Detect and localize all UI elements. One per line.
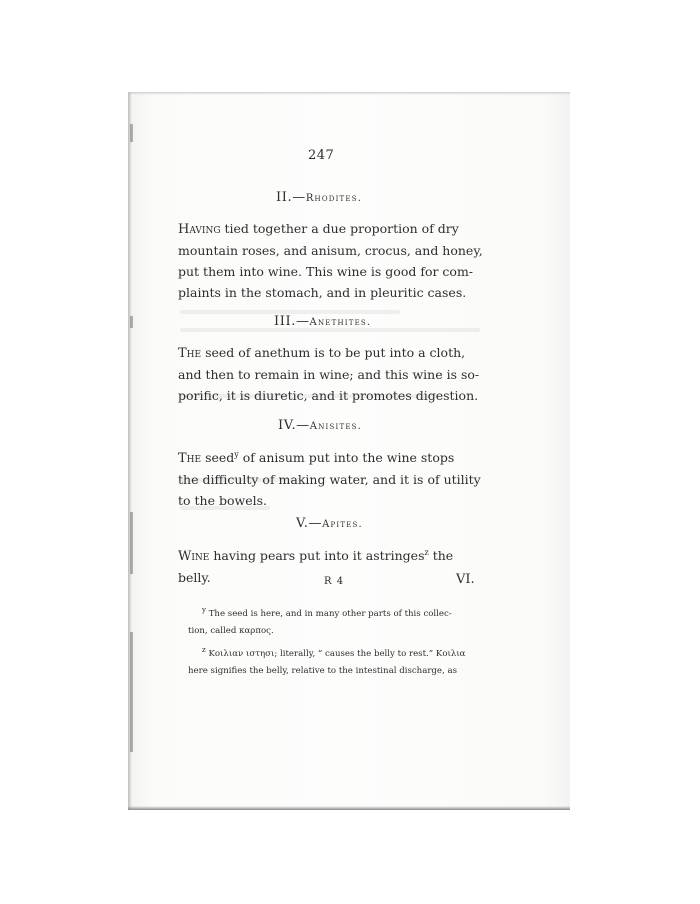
margin-mark [130, 316, 133, 328]
section-title: Rhodites. [305, 193, 363, 204]
scanned-book-page [128, 92, 570, 810]
footnote-line [202, 602, 474, 623]
section-body-anisites [178, 444, 481, 511]
footnote-marker: y [202, 606, 206, 614]
footnote-line: tion, called καρπος. [188, 625, 274, 636]
footnote-reference: z [424, 548, 429, 557]
footnote-marker: z [202, 646, 206, 654]
section-numeral: IV.— [278, 418, 310, 433]
lead-word: Wine [178, 549, 210, 565]
section-body-rhodites [178, 218, 483, 303]
line-text: tied together a due proportion of dry [220, 221, 459, 236]
signature-mark: R 4 [324, 576, 345, 587]
section-numeral: II.— [276, 190, 306, 205]
text-line: belly. [178, 570, 211, 586]
line-text: seed [201, 450, 235, 466]
text-line: and then to remain in wine; and this wine is so- [178, 367, 480, 382]
section-heading-anethites [274, 314, 371, 329]
section-heading-rhodites [276, 190, 362, 205]
text-line [178, 444, 474, 469]
footnote-y [188, 602, 474, 640]
text-line: plaints in the stomach, and in pleuritic cases. [178, 285, 467, 300]
text-line: put them into wine. This wine is good for com- [178, 264, 474, 279]
section-heading-apites [296, 516, 363, 531]
text-line [178, 218, 474, 240]
lead-word: Having [178, 222, 221, 237]
text-line: the difficulty of making water, and it is of utility [178, 472, 481, 488]
footnote-z [188, 642, 474, 680]
section-title: Anethites. [309, 317, 372, 328]
section-body-anethites [178, 342, 480, 406]
line-text: having pears put into it astringes [209, 548, 425, 564]
margin-mark [130, 512, 133, 574]
line-text: seed of anethum is to be put into a cloth, [201, 345, 466, 360]
text-line [178, 542, 474, 567]
footnote-reference: y [234, 450, 239, 459]
margin-mark [130, 124, 133, 142]
section-numeral: V.— [296, 516, 323, 531]
text-line: mountain roses, and anisum, crocus, and honey, [178, 243, 483, 258]
lead-word: The [178, 346, 202, 361]
margin-mark [130, 632, 133, 752]
page-top-edge [128, 92, 570, 95]
section-heading-anisites [278, 418, 362, 433]
line-text: of anisum put into the wine stops [238, 450, 455, 466]
text-line: porific, it is diuretic, and it promotes digestion. [178, 388, 479, 403]
page-number: 247 [308, 148, 335, 163]
text-line: to the bowels. [178, 493, 267, 509]
catchword: VI. [456, 572, 475, 587]
page-bottom-edge [128, 806, 570, 810]
lead-word: The [178, 451, 202, 467]
line-text: the [428, 548, 454, 564]
text-line [178, 342, 474, 364]
footnote-line [202, 642, 474, 663]
section-title: Apites. [322, 519, 363, 530]
section-numeral: III.— [274, 314, 310, 329]
section-title: Anisites. [309, 421, 363, 432]
footnote-line: here signifies the belly, relative to the intestinal discharge, as [188, 665, 458, 676]
footnote-text: Κοιλιαν ιστησι; literally, “ causes the belly to rest.” Κοιλια [208, 648, 466, 659]
footnote-text: The seed is here, and in many other parts of this collec- [208, 608, 452, 619]
